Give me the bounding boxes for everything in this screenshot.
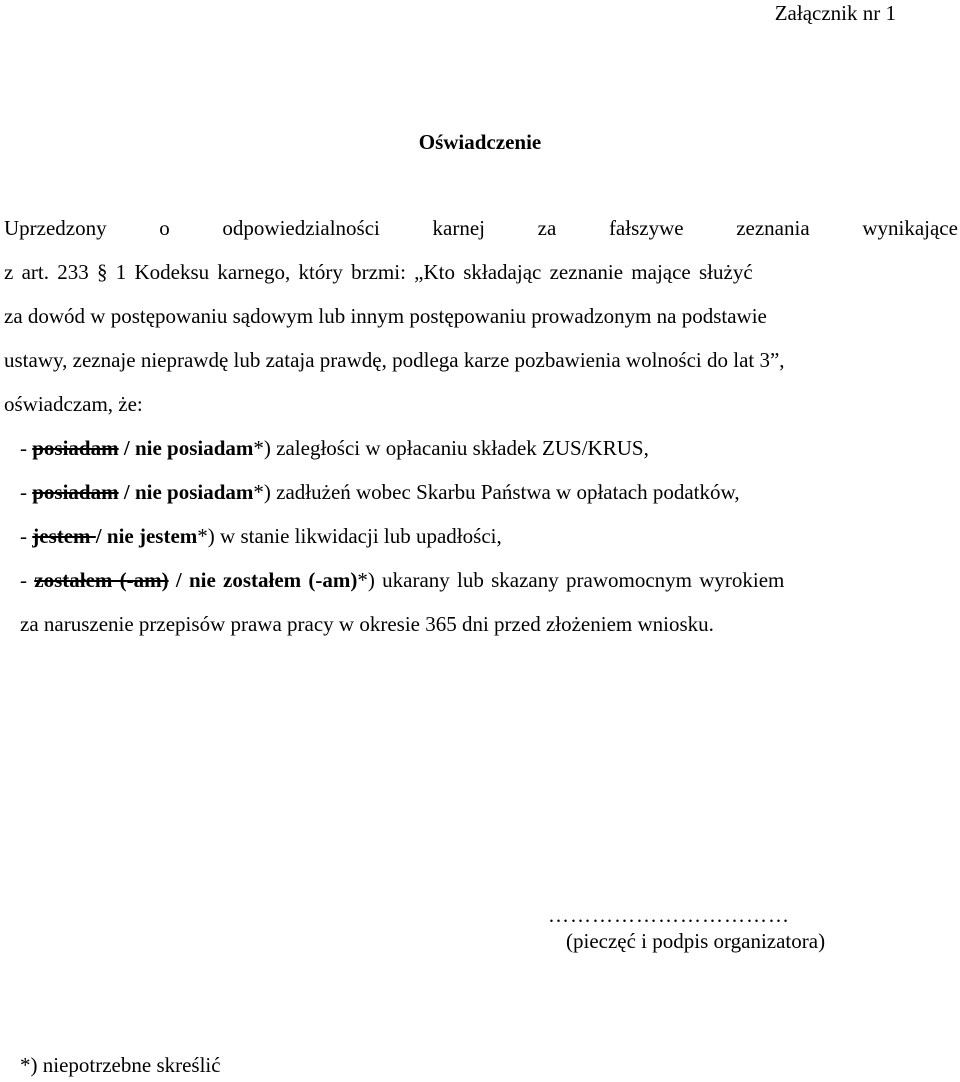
chosen-option: nie posiadam	[134, 480, 254, 504]
statement-penalty-cont: za naruszenie przepisów prawa pracy w okresie 365 dni przed złożeniem wniosku.	[20, 612, 714, 636]
footnote: *) niepotrzebne skreślić	[20, 1053, 221, 1077]
statement-penalty: - zostałem (-am) / nie zostałem (-am)*) ukarany lub skazany prawomocnym wyrokiem	[20, 568, 785, 592]
intro-line-2: z art. 233 § 1 Kodeksu karnego, który brzmi: „Kto składając zeznanie mające służyć	[4, 260, 753, 284]
intro-word: za	[537, 216, 557, 240]
intro-line-1	[4, 215, 958, 241]
intro-word: zeznania	[736, 216, 810, 240]
chosen-option: nie jestem	[106, 524, 198, 548]
intro-word: o	[159, 216, 170, 240]
struck-option: posiadam	[32, 480, 119, 504]
statement-zus: - posiadam / nie posiadam*) zaległości w opłacaniu składek ZUS/KRUS,	[20, 436, 649, 460]
signature-line: ……………………………	[548, 903, 790, 927]
struck-option: posiadam	[32, 436, 119, 460]
chosen-option: nie posiadam	[134, 436, 254, 460]
statement-liquidation: - jestem / nie jestem*) w stanie likwidacji lub upadłości,	[20, 524, 502, 548]
chosen-option: nie zostałem (-am)	[188, 568, 358, 592]
annex-label: Załącznik nr 1	[774, 1, 896, 25]
struck-option: jestem	[32, 524, 96, 548]
intro-line-5: oświadczam, że:	[4, 392, 143, 416]
signature-label: (pieczęć i podpis organizatora)	[566, 929, 826, 953]
intro-line-3: za dowód w postępowaniu sądowym lub innym postępowaniu prowadzonym na podstawie	[4, 304, 767, 328]
statement-tax: - posiadam / nie posiadam*) zadłużeń wobec Skarbu Państwa w opłatach podatków,	[20, 480, 740, 504]
intro-word: karnej	[432, 216, 485, 240]
document-title: Oświadczenie	[418, 130, 542, 154]
intro-word: wynikające	[862, 216, 958, 240]
intro-word: Uprzedzony	[4, 216, 107, 240]
intro-word: fałszywe	[608, 216, 684, 240]
intro-word: odpowiedzialności	[222, 216, 380, 240]
struck-option: zostałem (-am)	[34, 568, 169, 592]
intro-line-4: ustawy, zeznaje nieprawdę lub zataja prawdę, podlega karze pozbawienia wolności do lat 3”,	[4, 348, 785, 372]
